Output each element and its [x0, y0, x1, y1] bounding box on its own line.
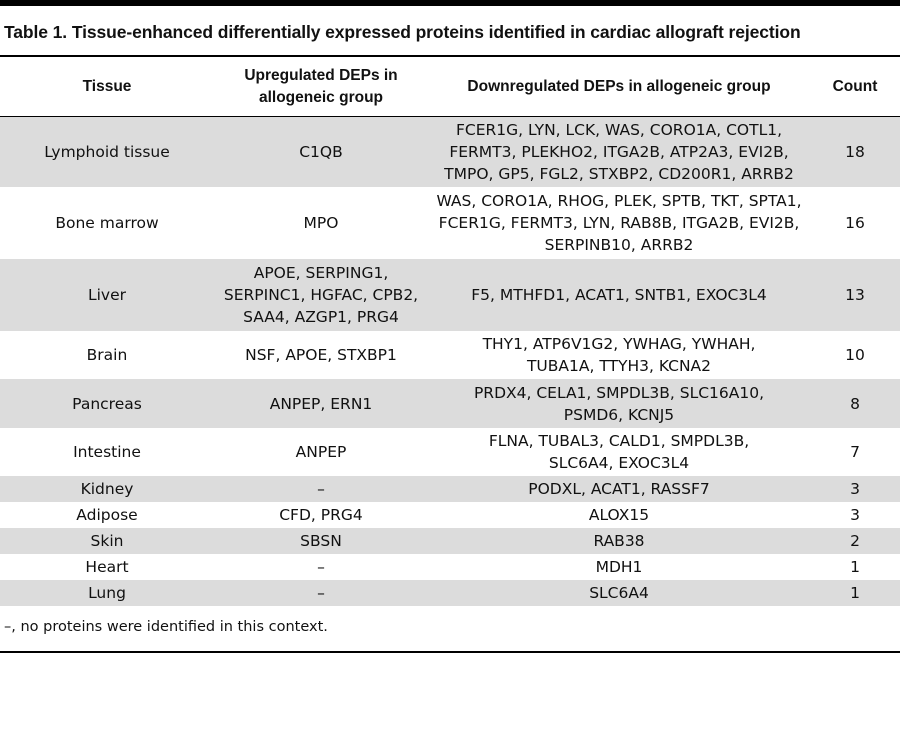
- table-row: [0, 428, 900, 476]
- upregulated-cell: [214, 259, 428, 331]
- count-cell: 3: [810, 476, 900, 502]
- count-cell: 1: [850, 558, 860, 576]
- downregulated-cell: [428, 116, 810, 187]
- header-tissue: Tissue: [0, 59, 214, 116]
- tissue-cell: Kidney: [0, 476, 214, 502]
- upregulated-text: APOE, SERPING1, SERPINC1, HGFAC, CPB2, SAA4, AZGP1, PRG4: [223, 264, 419, 326]
- count-cell: 8: [810, 379, 900, 428]
- tissue-cell: Heart: [85, 558, 129, 576]
- count-cell: 7: [850, 443, 860, 461]
- downregulated-cell: [428, 187, 810, 259]
- tissue-cell: Lung: [0, 580, 214, 606]
- table-row: [0, 554, 900, 580]
- count-cell: 2: [810, 528, 900, 554]
- table-row: [0, 379, 900, 428]
- upregulated-cell: ANPEP, ERN1: [214, 379, 428, 428]
- downregulated-text: FLNA, TUBAL3, CALD1, SMPDL3B, SLC6A4, EXOC3L4: [488, 432, 750, 472]
- table-row: [0, 528, 900, 554]
- table-row: [0, 476, 900, 502]
- count-cell: 13: [810, 259, 900, 331]
- downregulated-cell: [428, 331, 810, 379]
- downregulated-text: THY1, ATP6V1G2, YWHAG, YWHAH, TUBA1A, TTYH3, KCNA2: [482, 335, 756, 375]
- tissue-cell: Liver: [0, 259, 214, 331]
- table-row: [0, 502, 900, 528]
- upregulated-cell: CFD, PRG4: [279, 506, 363, 524]
- count-cell: 1: [810, 580, 900, 606]
- downregulated-cell: ALOX15: [588, 506, 650, 524]
- tissue-cell: Bone marrow: [55, 214, 159, 232]
- table-title: Table 1. Tissue-enhanced differentially expressed proteins identified in cardiac allograft rejection: [4, 22, 801, 42]
- tissue-cell: Intestine: [73, 443, 141, 461]
- header-row: [0, 59, 900, 116]
- upregulated-cell: –: [317, 558, 325, 576]
- header-count: Count: [810, 59, 900, 116]
- downregulated-cell: MDH1: [595, 558, 643, 576]
- header-upregulated: [214, 59, 428, 116]
- count-cell: 18: [810, 116, 900, 187]
- count-cell: 3: [850, 506, 860, 524]
- downregulated-text: PRDX4, CELA1, SMPDL3B, SLC16A10, PSMD6, KCNJ5: [473, 383, 765, 424]
- top-rule: [0, 55, 900, 57]
- upregulated-cell: –: [214, 476, 428, 502]
- tissue-cell: Lymphoid tissue: [0, 116, 214, 187]
- header-downregulated: Downregulated DEPs in allogeneic group: [428, 59, 810, 116]
- table-row: [0, 331, 900, 379]
- upregulated-cell: –: [214, 580, 428, 606]
- header-upregulated-label: Upregulated DEPs in allogeneic group: [244, 67, 398, 107]
- tissue-cell: Adipose: [76, 506, 138, 524]
- table-row: [0, 116, 900, 187]
- downregulated-text: WAS, CORO1A, RHOG, PLEK, SPTB, TKT, SPTA1, FCER1G, FERMT3, LYN, RAB8B, ITGA2B, EVI2B, SERPINB10, ARRB2: [436, 192, 802, 254]
- count-cell: 16: [845, 214, 865, 232]
- top-bar: [0, 0, 900, 6]
- table-row: [0, 187, 900, 259]
- upregulated-cell: C1QB: [214, 116, 428, 187]
- upregulated-cell: SBSN: [214, 528, 428, 554]
- downregulated-cell: SLC6A4: [428, 580, 810, 606]
- protein-table: [0, 59, 900, 606]
- table-footnote: –, no proteins were identified in this context.: [4, 619, 328, 635]
- upregulated-cell: NSF, APOE, STXBP1: [245, 346, 397, 364]
- upregulated-cell: ANPEP: [295, 443, 347, 461]
- downregulated-text: FCER1G, LYN, LCK, WAS, CORO1A, COTL1, FERMT3, PLEKHO2, ITGA2B, ATP2A3, EVI2B, TMPO, GP5, FGL2, STXBP2, CD200R1, ARRB2: [444, 120, 794, 183]
- downregulated-cell: PODXL, ACAT1, RASSF7: [428, 476, 810, 502]
- table-row: [0, 259, 900, 331]
- downregulated-cell: F5, MTHFD1, ACAT1, SNTB1, EXOC3L4: [428, 259, 810, 331]
- downregulated-cell: [428, 379, 810, 428]
- downregulated-cell: RAB38: [428, 528, 810, 554]
- downregulated-cell: [428, 428, 810, 476]
- table-row: [0, 580, 900, 606]
- upregulated-cell: MPO: [303, 214, 339, 232]
- bottom-rule: [0, 651, 900, 653]
- tissue-cell: Pancreas: [0, 379, 214, 428]
- count-cell: 10: [845, 346, 865, 364]
- tissue-cell: Brain: [86, 346, 128, 364]
- tissue-cell: Skin: [0, 528, 214, 554]
